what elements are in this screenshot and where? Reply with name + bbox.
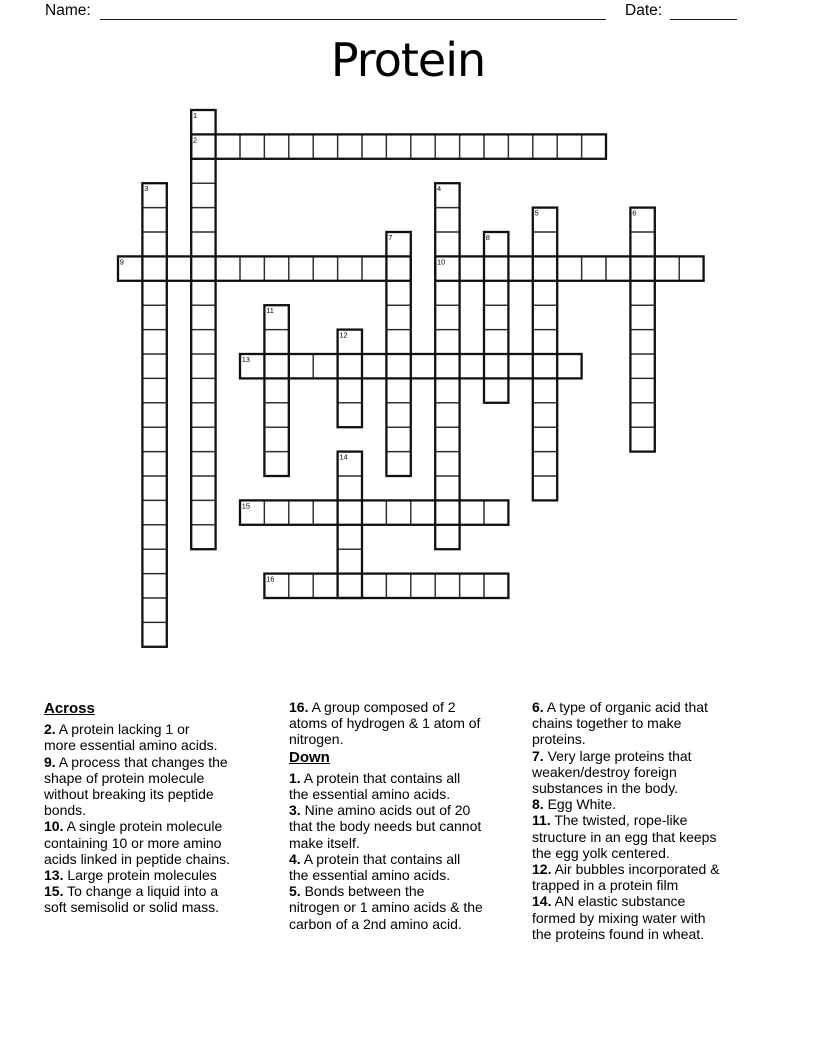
grid-clue-number: 15 <box>241 501 251 511</box>
grid-cell <box>142 378 166 402</box>
grid-cell <box>386 403 410 427</box>
grid-clue-number: 6 <box>632 208 637 218</box>
grid-cell <box>484 281 508 305</box>
clue-number: 6. <box>532 699 544 715</box>
grid-cell <box>386 134 410 158</box>
grid-cell <box>533 476 557 500</box>
clue-number: 9. <box>44 753 56 770</box>
grid-cell <box>460 134 484 158</box>
grid-clue-number: 4 <box>437 184 442 194</box>
grid-cell <box>264 378 288 402</box>
grid-cell <box>484 500 508 524</box>
grid-cell <box>484 305 508 329</box>
grid-cell <box>411 574 435 598</box>
clues-section-header-across: Across <box>44 700 95 717</box>
grid-cell <box>313 134 337 158</box>
grid-clue-number: 7 <box>388 233 393 242</box>
grid-cell <box>142 549 166 573</box>
grid-cell <box>338 500 362 524</box>
clue-number: 16. <box>289 699 309 715</box>
grid-cell <box>533 354 557 378</box>
clue-item-9: 9. A process that changes the shape of protein molecule without breaking its peptide bonds. <box>44 753 228 819</box>
grid-cell <box>386 378 410 402</box>
clue-item-4: 4. A protein that contains all the essential amino acids. <box>289 850 461 884</box>
grid-cell <box>313 500 337 524</box>
clue-item-6: 6. A type of organic acid that chains together to make proteins. <box>532 699 708 748</box>
grid-cell <box>533 403 557 427</box>
clue-item-16: 16. A group composed of 2 atoms of hydrogen & 1 atom of nitrogen. <box>289 699 481 748</box>
grid-cell <box>533 232 557 256</box>
grid-clue-number: 9 <box>119 257 124 267</box>
grid-cell <box>362 134 386 158</box>
grid-cell <box>435 134 459 158</box>
grid-cell <box>191 281 215 305</box>
date-label: Date: <box>625 2 663 19</box>
grid-cell <box>533 427 557 451</box>
clue-item-11: 11. The twisted, rope-like structure in an egg that keeps the egg yolk centered. <box>532 812 717 861</box>
clue-number: 5. <box>289 883 301 900</box>
grid-cell <box>484 378 508 402</box>
grid-cell <box>240 256 264 280</box>
grid-cell <box>386 354 410 378</box>
clue-item-13: 13. Large protein molecules <box>44 867 217 884</box>
grid-cell <box>484 330 508 354</box>
grid-cell <box>289 354 313 378</box>
clue-item-7: 7. Very large proteins that weaken/destroy foreign substances in the body. <box>532 747 692 797</box>
grid-cell <box>191 159 215 183</box>
grid-cell <box>484 354 508 378</box>
grid-cell <box>191 256 215 280</box>
name-label: Name: <box>45 2 91 19</box>
clue-number: 1. <box>289 769 301 786</box>
grid-cell <box>508 354 532 378</box>
grid-cell <box>411 500 435 524</box>
grid-cell <box>362 256 386 280</box>
clue-item-14: 14. AN elastic substance formed by mixing water with the proteins found in wheat. <box>532 893 706 942</box>
grid-cell <box>338 354 362 378</box>
clue-number: 11. <box>532 812 551 829</box>
grid-cell <box>338 134 362 158</box>
grid-cell <box>191 305 215 329</box>
grid-cell <box>240 134 264 158</box>
grid-cell <box>630 281 654 305</box>
grid-cell <box>191 403 215 427</box>
grid-cell <box>338 378 362 402</box>
clue-number: 13. <box>44 867 64 884</box>
grid-cell <box>338 549 362 573</box>
grid-cell <box>435 427 459 451</box>
grid-cell <box>630 256 654 280</box>
grid-cell <box>606 256 630 280</box>
grid-cell <box>630 378 654 402</box>
grid-cell <box>313 574 337 598</box>
grid-cell <box>142 622 166 646</box>
grid-cell <box>435 305 459 329</box>
grid-cell <box>142 427 166 451</box>
grid-cell <box>533 330 557 354</box>
grid-cell <box>460 574 484 598</box>
grid-cell <box>264 403 288 427</box>
grid-cell <box>386 305 410 329</box>
grid-cell <box>216 256 240 280</box>
grid-cell <box>191 500 215 524</box>
grid-cell <box>386 500 410 524</box>
grid-cell <box>533 305 557 329</box>
clue-column-2 <box>289 699 535 932</box>
clues-section-header-down: Down <box>289 748 330 766</box>
grid-cell <box>362 500 386 524</box>
clue-number: 8. <box>532 796 544 813</box>
grid-cell <box>338 256 362 280</box>
grid-clue-number: 8 <box>485 233 490 242</box>
grid-clue-number: 2 <box>193 135 198 145</box>
grid-cell <box>264 330 288 354</box>
page-title: Protein <box>330 33 486 87</box>
grid-cell <box>630 403 654 427</box>
grid-cell <box>289 500 313 524</box>
grid-clue-number: 13 <box>241 355 251 364</box>
grid-cell <box>630 354 654 378</box>
grid-cell <box>142 500 166 524</box>
grid-clue-number: 12 <box>339 330 348 340</box>
grid-cell <box>338 574 362 598</box>
grid-cell <box>557 354 581 378</box>
grid-cell <box>313 256 337 280</box>
grid-cell <box>484 256 508 280</box>
grid-cell <box>191 476 215 500</box>
grid-cell <box>435 281 459 305</box>
grid-cell <box>679 256 703 280</box>
grid-cell <box>460 354 484 378</box>
grid-clue-number: 10 <box>437 257 446 267</box>
grid-cell <box>142 208 166 232</box>
grid-cell <box>191 330 215 354</box>
grid-cell <box>460 500 484 524</box>
grid-cell <box>142 598 166 622</box>
grid-clue-number: 3 <box>144 184 149 194</box>
clue-item-2: 2. A protein lacking 1 or more essential amino acids. <box>44 721 218 754</box>
grid-cell <box>655 256 679 280</box>
grid-clue-number: 1 <box>193 111 198 120</box>
clue-item-5: 5. Bonds between the nitrogen or 1 amino acids & the carbon of a 2nd amino acid. <box>289 883 483 932</box>
grid-cell <box>142 403 166 427</box>
grid-cell <box>460 256 484 280</box>
grid-cell <box>386 574 410 598</box>
grid-cell <box>289 256 313 280</box>
grid-cell <box>435 330 459 354</box>
grid-cell <box>191 354 215 378</box>
clue-number: 10. <box>44 818 64 835</box>
grid-clue-number: 5 <box>534 208 539 218</box>
grid-cell <box>313 354 337 378</box>
grid-cell <box>557 134 581 158</box>
grid-cell <box>630 305 654 329</box>
grid-cell <box>191 525 215 549</box>
grid-cell <box>386 452 410 476</box>
grid-cell <box>264 500 288 524</box>
grid-cell <box>338 403 362 427</box>
grid-cell <box>582 134 606 158</box>
grid-cell <box>264 256 288 280</box>
clue-number: 4. <box>289 850 301 867</box>
grid-clue-number: 14 <box>339 452 348 462</box>
grid-cell <box>435 452 459 476</box>
grid-cell <box>484 574 508 598</box>
clue-column-3 <box>532 699 788 942</box>
grid-cell <box>630 232 654 256</box>
grid-cell <box>264 452 288 476</box>
clue-number: 15. <box>44 883 64 900</box>
clue-number: 12. <box>532 861 552 878</box>
grid-cell <box>191 452 215 476</box>
grid-cell <box>435 354 459 378</box>
grid-cell <box>630 330 654 354</box>
grid-cell <box>533 256 557 280</box>
grid-cell <box>386 427 410 451</box>
grid-cell <box>167 256 191 280</box>
clue-item-12: 12. Air bubbles incorporated & trapped in a protein film <box>532 861 720 894</box>
grid-cell <box>435 500 459 524</box>
grid-cell <box>142 305 166 329</box>
grid-cell <box>338 476 362 500</box>
grid-cell <box>142 281 166 305</box>
clue-item-15: 15. To change a liquid into a soft semisolid or solid mass. <box>44 883 220 916</box>
grid-clue-number: 16 <box>266 574 275 584</box>
clue-item-10: 10. A single protein molecule containing 10 or more amino acids linked in peptide chains. <box>44 818 231 867</box>
grid-cell <box>191 378 215 402</box>
clue-column-1 <box>44 699 288 916</box>
grid-cell <box>557 256 581 280</box>
grid-cell <box>264 134 288 158</box>
grid-cell <box>362 574 386 598</box>
grid-cell <box>582 256 606 280</box>
grid-cell <box>191 232 215 256</box>
grid-cell <box>435 208 459 232</box>
grid-cell <box>191 208 215 232</box>
grid-clue-number: 11 <box>266 306 274 316</box>
clue-item-1: 1. A protein that contains all the essential amino acids. <box>289 769 461 803</box>
clue-number: 7. <box>532 747 544 764</box>
grid-cell <box>435 574 459 598</box>
clue-number: 2. <box>44 721 56 738</box>
grid-cell <box>435 476 459 500</box>
grid-cell <box>142 256 166 280</box>
grid-cell <box>386 330 410 354</box>
clue-number: 3. <box>289 802 301 819</box>
grid-cell <box>435 378 459 402</box>
grid-cell <box>435 525 459 549</box>
grid-cell <box>289 574 313 598</box>
grid-cell <box>142 330 166 354</box>
grid-cell <box>142 525 166 549</box>
grid-cell <box>386 281 410 305</box>
grid-cell <box>533 378 557 402</box>
grid-cell <box>142 354 166 378</box>
grid-cell <box>216 134 240 158</box>
grid-cell <box>411 354 435 378</box>
grid-cell <box>362 354 386 378</box>
grid-cell <box>264 354 288 378</box>
grid-cell <box>191 183 215 207</box>
grid-cell <box>142 476 166 500</box>
grid-cell <box>338 525 362 549</box>
grid-cell <box>142 232 166 256</box>
grid-cell <box>435 232 459 256</box>
grid-cell <box>435 403 459 427</box>
grid-cell <box>630 427 654 451</box>
grid-cell <box>264 427 288 451</box>
clue-number: 14. <box>532 893 552 910</box>
grid-cell <box>533 134 557 158</box>
grid-cell <box>142 452 166 476</box>
grid-cell <box>533 281 557 305</box>
clue-item-3: 3. Nine amino acids out of 20 that the body needs but cannot make itself. <box>289 802 482 851</box>
grid-cell <box>533 452 557 476</box>
grid-cell <box>508 134 532 158</box>
grid-cell <box>508 256 532 280</box>
grid-cell <box>411 134 435 158</box>
grid-cell <box>484 134 508 158</box>
clue-item-8: 8. Egg White. <box>532 796 617 813</box>
grid-cell <box>386 256 410 280</box>
grid-cell <box>142 574 166 598</box>
grid-cell <box>191 427 215 451</box>
grid-cell <box>289 134 313 158</box>
